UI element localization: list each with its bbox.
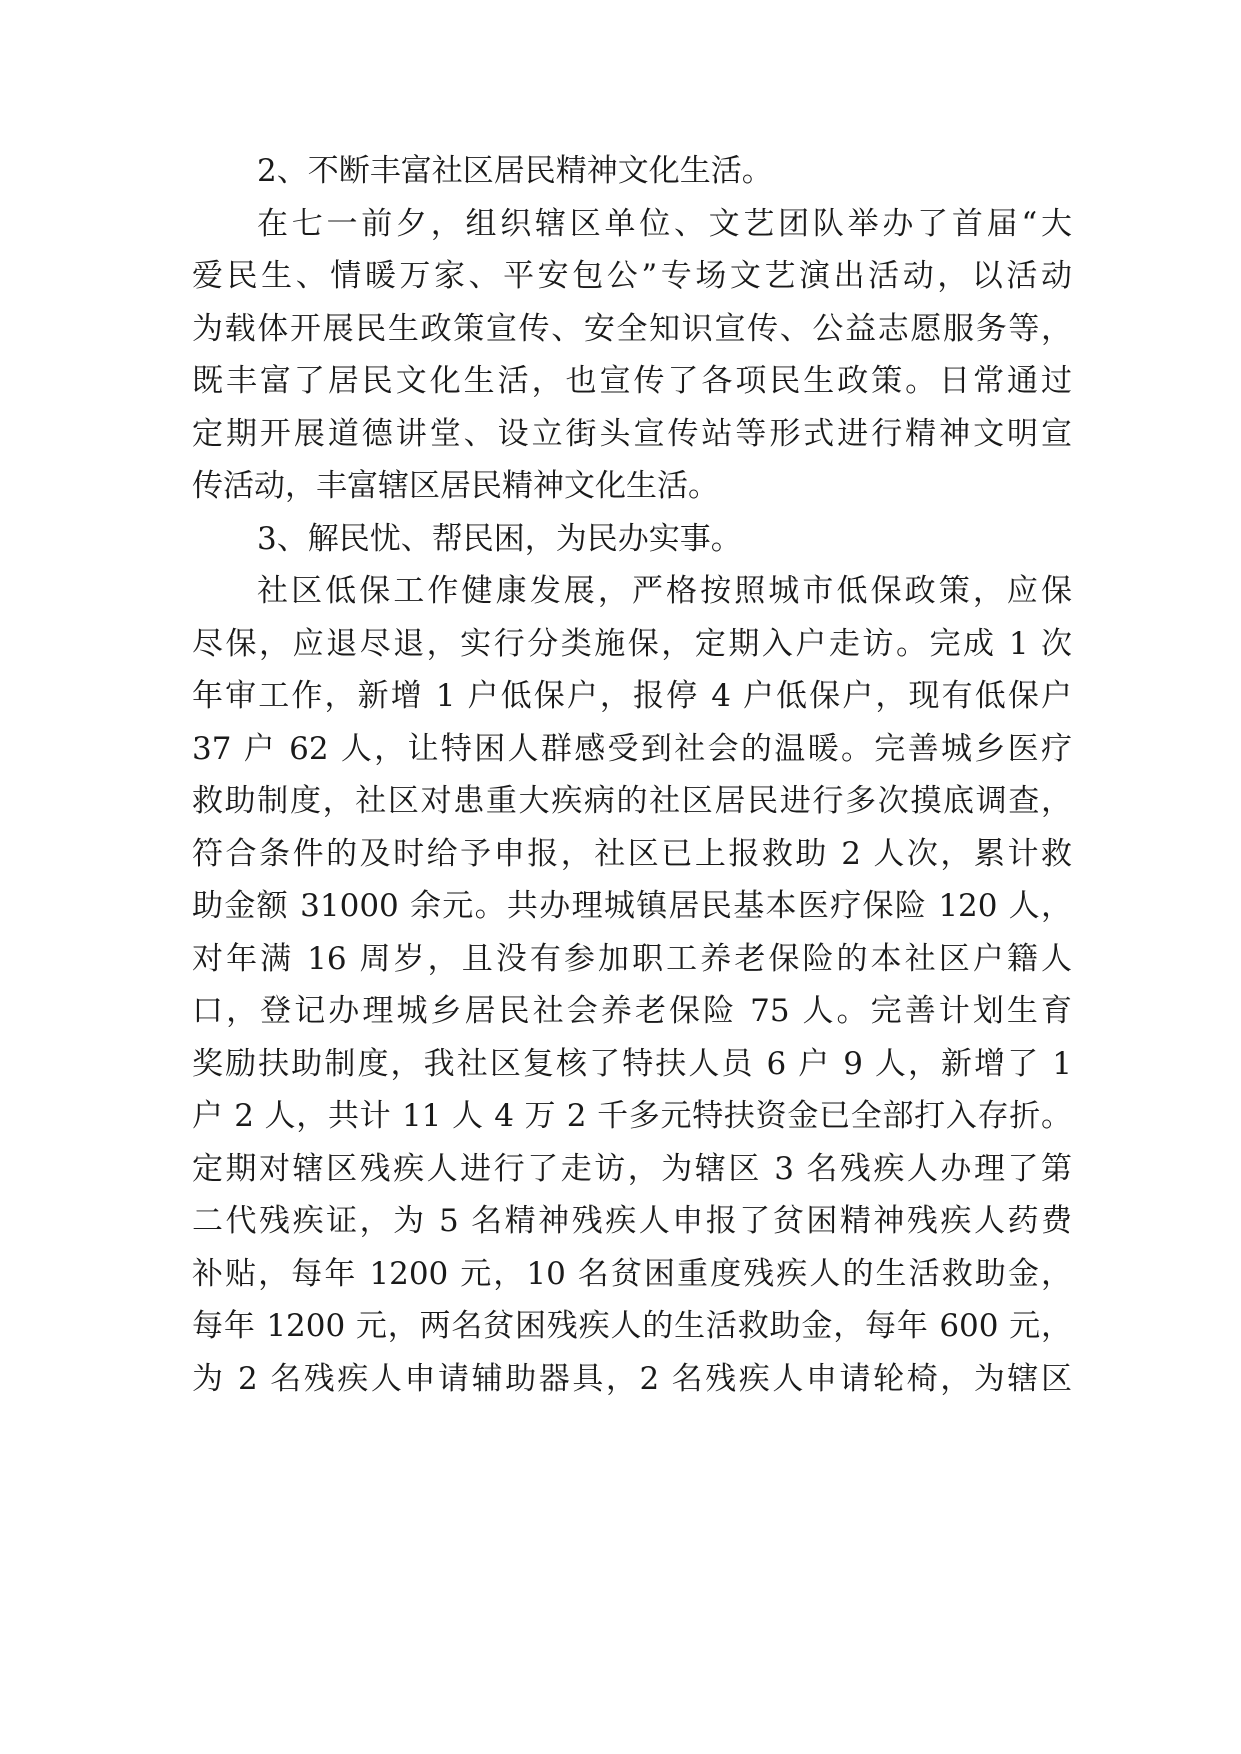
paragraph-line: 为载体开展民生政策宣传、安全知识宣传、公益志愿服务等， xyxy=(192,311,1072,347)
paragraph-line: 尽保，应退尽退，实行分类施保，定期入户走访。完成 1 次 xyxy=(192,626,1072,662)
paragraph-line: 口，登记办理城乡居民社会养老保险 75 人。完善计划生育 xyxy=(192,993,1072,1029)
paragraph-line: 在七一前夕，组织辖区单位、文艺团队举办了首届“大 xyxy=(257,206,1072,242)
paragraph-line: 对年满 16 周岁，且没有参加职工养老保险的本社区户籍人 xyxy=(192,941,1072,977)
heading-2: 2、不断丰富社区居民精神文化生活。 xyxy=(257,153,773,189)
paragraph-line: 37 户 62 人，让特困人群感受到社会的温暖。完善城乡医疗 xyxy=(192,731,1072,767)
paragraph-line: 户 2 人，共计 11 人 4 万 2 千多元特扶资金已全部打入存折。 xyxy=(192,1098,1072,1134)
paragraph-line: 爱民生、情暖万家、平安包公”专场文艺演出活动，以活动 xyxy=(192,258,1072,294)
heading-3: 3、解民忧、帮民困，为民办实事。 xyxy=(257,521,742,557)
paragraph-line: 定期对辖区残疾人进行了走访，为辖区 3 名残疾人办理了第 xyxy=(192,1151,1072,1187)
paragraph-line: 社区低保工作健康发展，严格按照城市低保政策，应保 xyxy=(257,573,1072,609)
paragraph-line: 传活动，丰富辖区居民精神文化生活。 xyxy=(192,468,719,504)
paragraph-line: 定期开展道德讲堂、设立街头宣传站等形式进行精神文明宣 xyxy=(192,416,1072,452)
paragraph-line: 奖励扶助制度，我社区复核了特扶人员 6 户 9 人，新增了 1 xyxy=(192,1046,1072,1082)
paragraph-line: 二代残疾证，为 5 名精神残疾人申报了贫困精神残疾人药费 xyxy=(192,1203,1072,1239)
paragraph-line: 补贴，每年 1200 元，10 名贫困重度残疾人的生活救助金， xyxy=(192,1256,1072,1292)
paragraph-line: 为 2 名残疾人申请辅助器具，2 名残疾人申请轮椅，为辖区 xyxy=(192,1361,1072,1397)
paragraph-line: 既丰富了居民文化生活，也宣传了各项民生政策。日常通过 xyxy=(192,363,1072,399)
paragraph-line: 助金额 31000 余元。共办理城镇居民基本医疗保险 120 人， xyxy=(192,888,1072,924)
paragraph-line: 救助制度，社区对患重大疾病的社区居民进行多次摸底调查， xyxy=(192,783,1072,819)
paragraph-line: 符合条件的及时给予申报，社区已上报救助 2 人次，累计救 xyxy=(192,836,1072,872)
paragraph-line: 每年 1200 元，两名贫困残疾人的生活救助金，每年 600 元， xyxy=(192,1308,1072,1344)
paragraph-line: 年审工作，新增 1 户低保户，报停 4 户低保户，现有低保户 xyxy=(192,678,1072,714)
